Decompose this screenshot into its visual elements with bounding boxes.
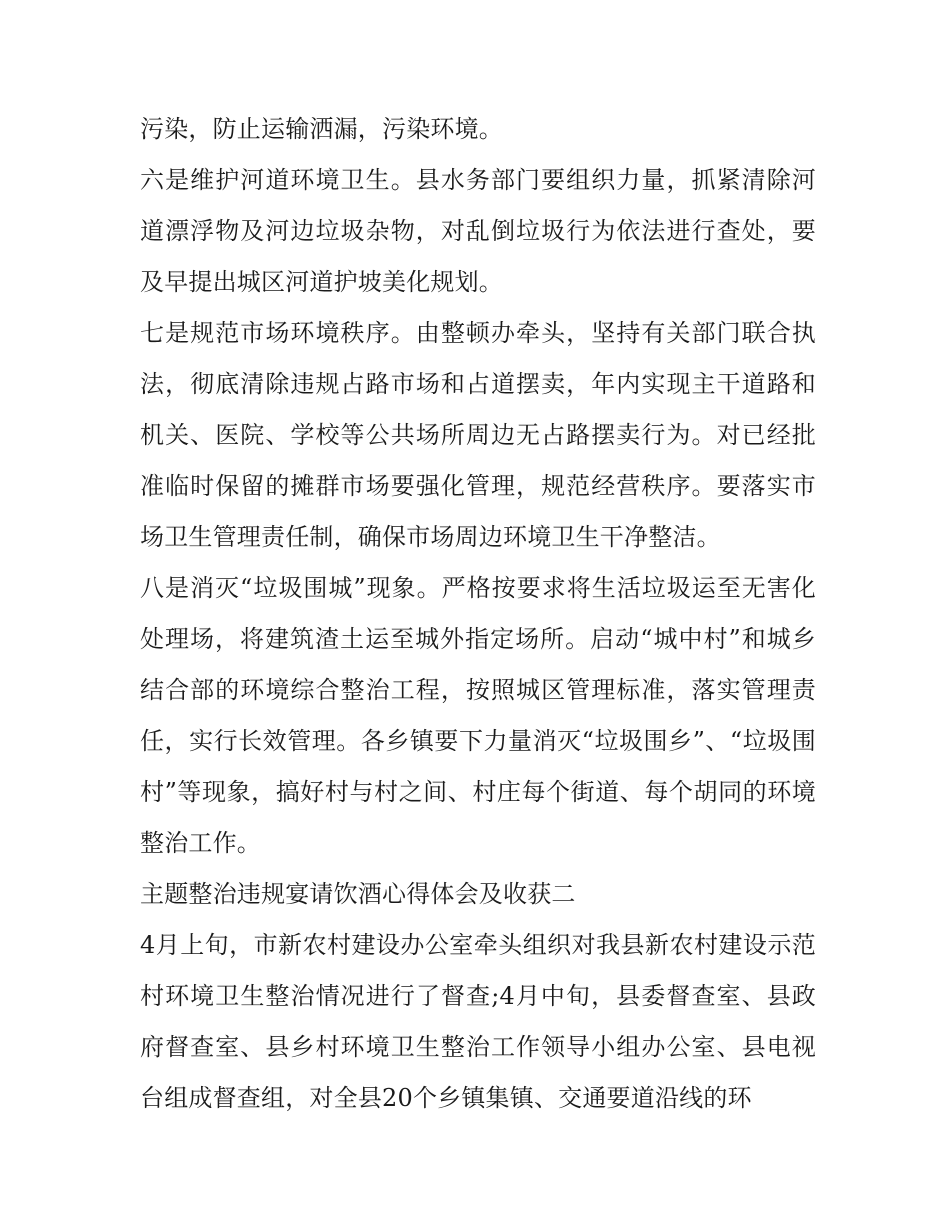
document-body — [140, 104, 816, 1124]
paragraph-garbage-siege: 八是消灭“垃圾围城”现象。严格按要求将生活垃圾运至无害化处理场，将建筑渣土运至城外指定场所。启动“城中村”和城乡结合部的环境综合整治工程，按照城区管理标准，落实管理责任，实行长效管理。各乡镇要下力量消灭“垃圾围乡”、“垃圾围村”等现象，搞好村与村之间、村庄每个街道、每个胡同的环境整治工作。 — [140, 574, 816, 857]
section-heading: 主题整治违规宴请饮酒心得体会及收获二 — [140, 880, 576, 908]
paragraph-market-order: 七是规范市场环境秩序。由整顿办牵头，坚持有关部门联合执法，彻底清除违规占路市场和占道摆卖，年内实现主干道路和机关、医院、学校等公共场所周边无占路摆卖行为。对已经批准临时保留的摊群市场要强化管理，规范经营秩序。要落实市场卫生管理责任制，确保市场周边环境卫生干净整洁。 — [140, 319, 816, 551]
paragraph-inspection: 4月上旬，市新农村建设办公室牵头组织对我县新农村建设示范村环境卫生整治情况进行了督查;4月中旬，县委督查室、县政府督查室、县乡村环境卫生整治工作领导小组办公室、县电视台组成督查组，对全县20个乡镇集镇、交通要道沿线的环 — [140, 931, 816, 1112]
paragraph-pollution-end: 污染，防止运输洒漏，污染环境。 — [140, 115, 503, 143]
paragraph-river-sanitation: 六是维护河道环境卫生。县水务部门要组织力量，抓紧清除河道漂浮物及河边垃圾杂物，对乱倒垃圾行为依法进行查处，要及早提出城区河道护坡美化规划。 — [140, 166, 816, 296]
